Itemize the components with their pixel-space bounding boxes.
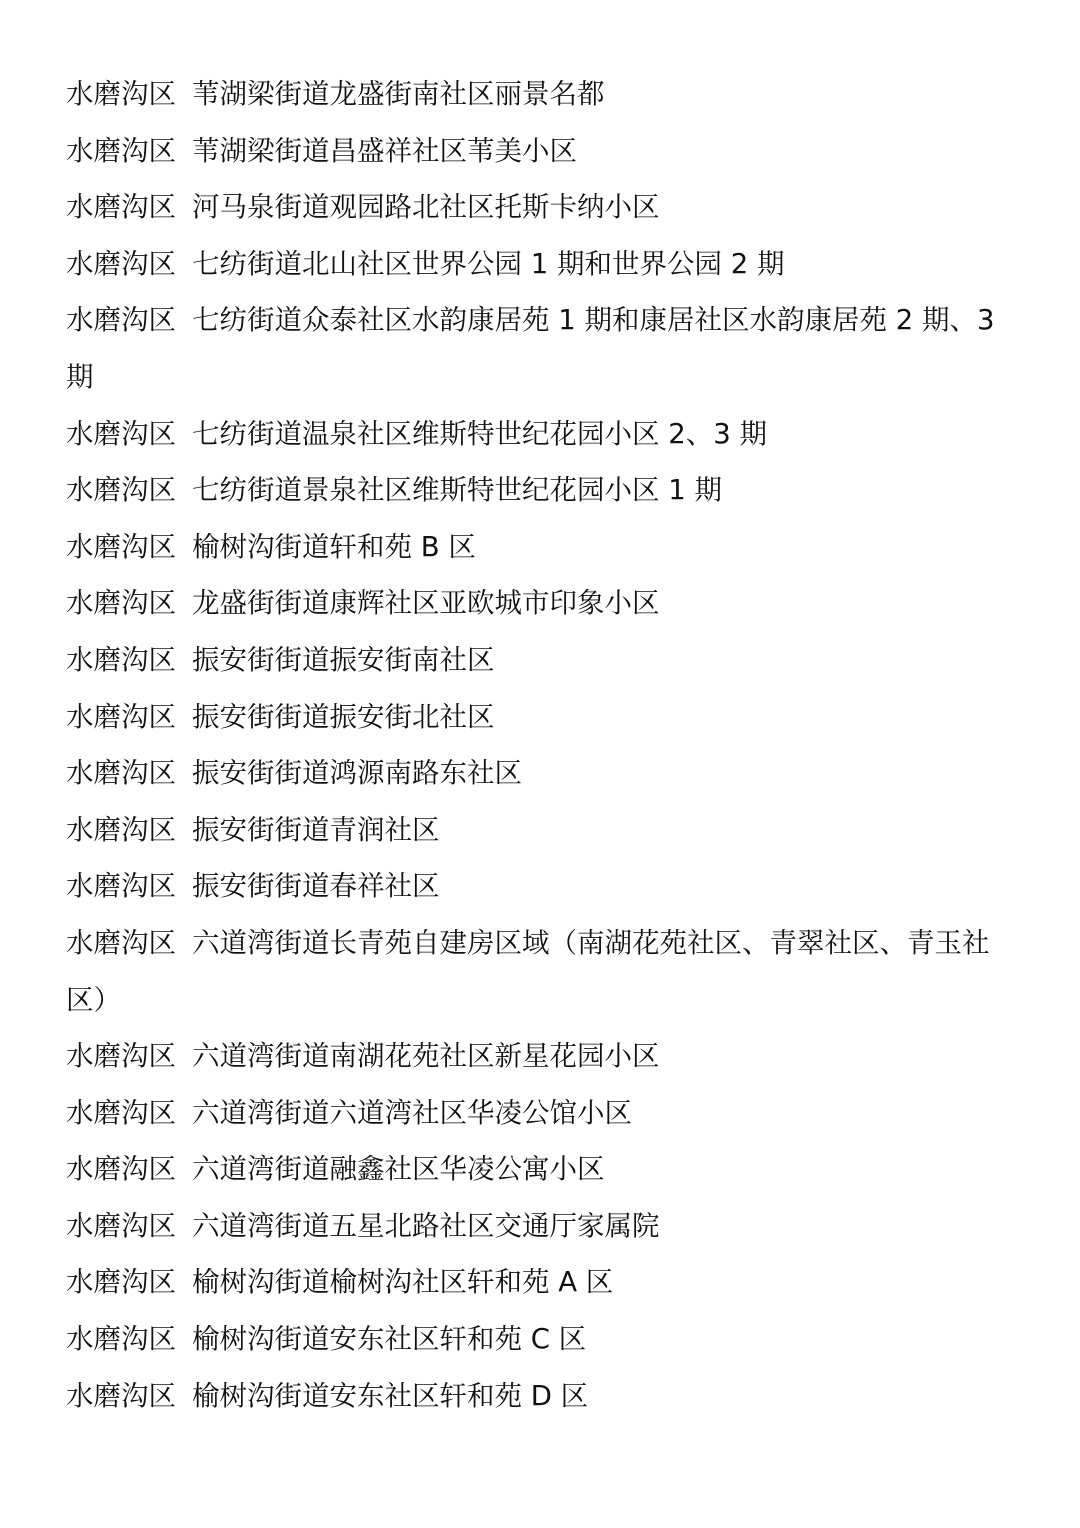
list-item — [66, 1254, 1026, 1311]
location-name: 七纺街道众泰社区水韵康居苑 1 期和康居社区水韵康居苑 2 期、3 期 — [66, 304, 995, 393]
list-item — [66, 1141, 1026, 1198]
district-name: 水磨沟区 — [66, 757, 176, 790]
district-name: 水磨沟区 — [66, 1096, 176, 1129]
district-name: 水磨沟区 — [66, 870, 176, 903]
district-name: 水磨沟区 — [66, 1040, 176, 1073]
district-name: 水磨沟区 — [66, 1323, 176, 1356]
location-name: 振安街街道青润社区 — [192, 813, 440, 846]
district-name: 水磨沟区 — [66, 1153, 176, 1186]
list-item — [66, 66, 1026, 123]
list-item — [66, 689, 1026, 746]
location-name: 榆树沟街道轩和苑 B 区 — [192, 530, 476, 563]
location-name: 振安街街道春祥社区 — [192, 870, 440, 903]
list-item — [66, 1085, 1026, 1142]
district-name: 水磨沟区 — [66, 643, 176, 676]
district-name: 水磨沟区 — [66, 813, 176, 846]
location-name: 七纺街道景泉社区维斯特世纪花园小区 1 期 — [192, 474, 722, 507]
document-body — [66, 66, 1026, 1424]
location-name: 六道湾街道长青苑自建房区域（南湖花苑社区、青翠社区、青玉社区） — [66, 926, 990, 1016]
list-item — [66, 575, 1026, 632]
list-item — [66, 1198, 1026, 1255]
district-name: 水磨沟区 — [66, 926, 176, 959]
district-name: 水磨沟区 — [66, 191, 176, 224]
list-item — [66, 802, 1026, 859]
location-name: 龙盛街街道康辉社区亚欧城市印象小区 — [192, 587, 660, 620]
district-name: 水磨沟区 — [66, 417, 176, 450]
district-name: 水磨沟区 — [66, 474, 176, 507]
district-name: 水磨沟区 — [66, 587, 176, 620]
location-name: 七纺街道北山社区世界公园 1 期和世界公园 2 期 — [192, 247, 785, 280]
location-name: 七纺街道温泉社区维斯特世纪花园小区 2、3 期 — [192, 417, 767, 450]
location-name: 振安街街道鸿源南路东社区 — [192, 757, 522, 790]
list-item — [66, 519, 1026, 576]
district-name: 水磨沟区 — [66, 78, 176, 110]
list-item — [66, 858, 1026, 915]
district-name: 水磨沟区 — [66, 247, 176, 280]
location-name: 六道湾街道南湖花苑社区新星花园小区 — [192, 1040, 660, 1073]
location-name: 苇湖梁街道昌盛祥社区苇美小区 — [192, 134, 577, 167]
location-name: 振安街街道振安街南社区 — [192, 643, 495, 676]
district-name: 水磨沟区 — [66, 304, 176, 337]
list-item — [66, 462, 1026, 519]
list-item — [66, 745, 1026, 802]
list-item — [66, 1311, 1026, 1368]
location-name: 河马泉街道观园路北社区托斯卡纳小区 — [192, 191, 660, 224]
district-name: 水磨沟区 — [66, 1209, 176, 1242]
district-name: 水磨沟区 — [66, 1379, 176, 1412]
location-name: 苇湖梁街道龙盛街南社区丽景名都 — [192, 78, 605, 110]
list-item — [66, 1368, 1026, 1425]
list-item — [66, 179, 1026, 236]
location-name: 六道湾街道六道湾社区华凌公馆小区 — [192, 1096, 632, 1129]
list-item — [66, 1028, 1026, 1085]
list-item — [66, 236, 1026, 293]
district-name: 水磨沟区 — [66, 1266, 176, 1299]
location-name: 榆树沟街道安东社区轩和苑 D 区 — [192, 1379, 589, 1412]
district-name: 水磨沟区 — [66, 530, 176, 563]
location-name: 六道湾街道融鑫社区华凌公寓小区 — [192, 1153, 605, 1186]
list-item — [66, 632, 1026, 689]
district-name: 水磨沟区 — [66, 700, 176, 733]
list-item — [66, 123, 1026, 180]
location-name: 振安街街道振安街北社区 — [192, 700, 495, 733]
list-item — [66, 292, 1026, 405]
location-name: 六道湾街道五星北路社区交通厅家属院 — [192, 1209, 660, 1242]
location-name: 榆树沟街道安东社区轩和苑 C 区 — [192, 1323, 587, 1356]
list-item — [66, 915, 1026, 1028]
district-name: 水磨沟区 — [66, 134, 176, 167]
location-name: 榆树沟街道榆树沟社区轩和苑 A 区 — [192, 1266, 614, 1299]
list-item — [66, 406, 1026, 463]
